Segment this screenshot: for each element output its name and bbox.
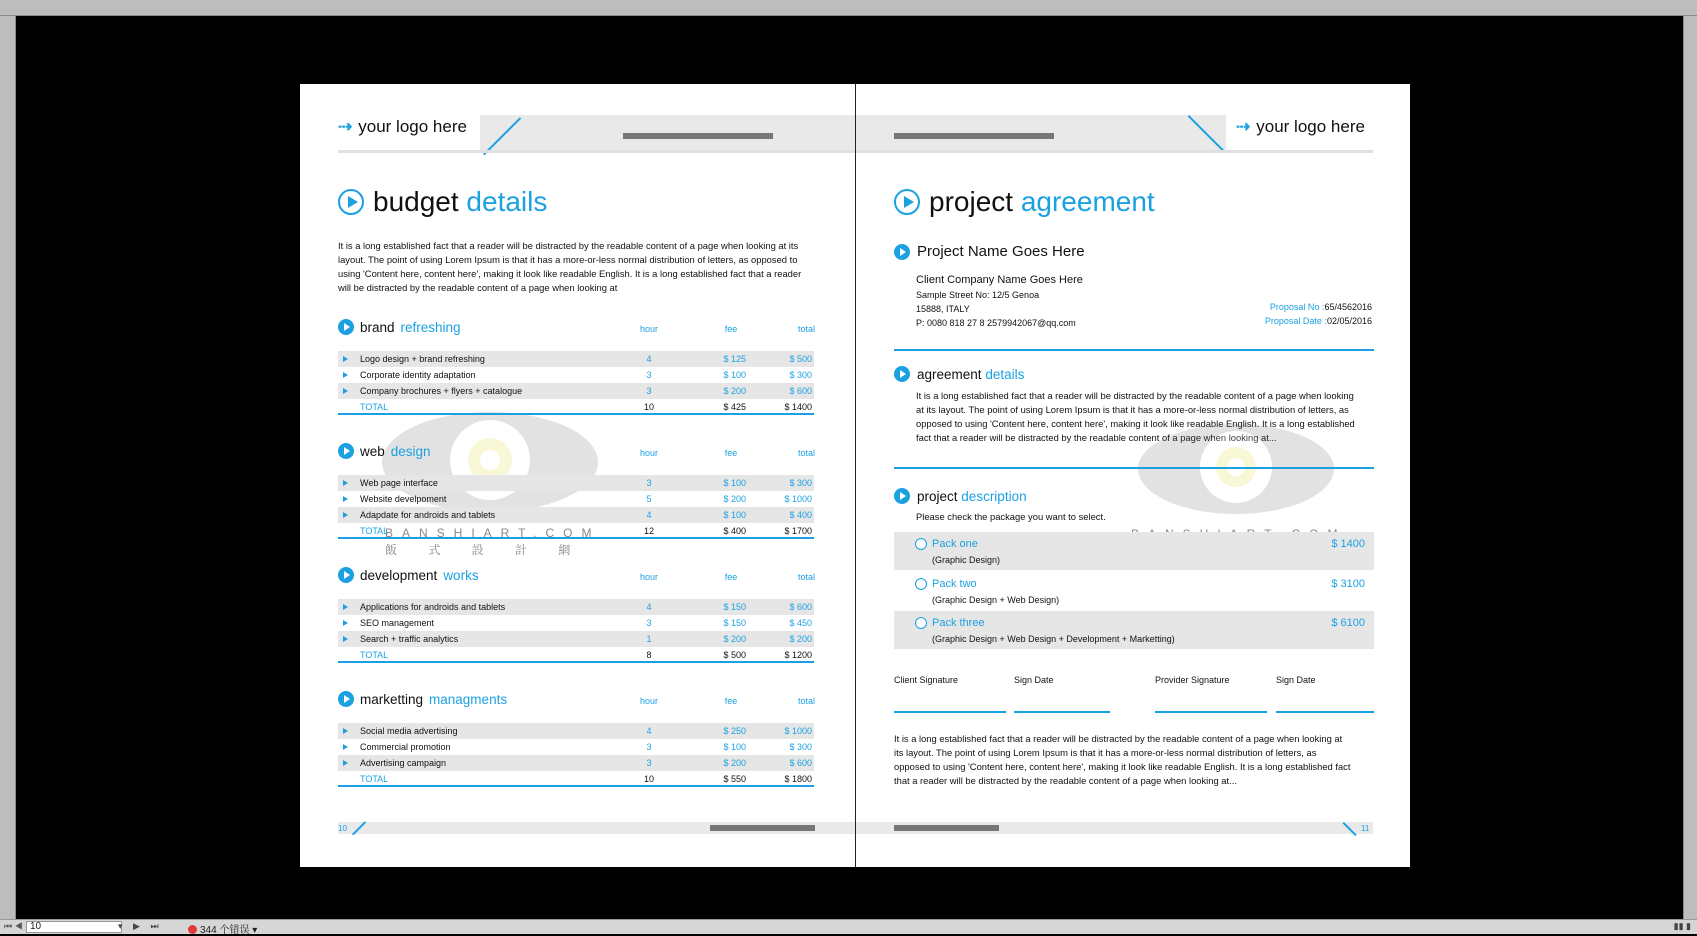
play-icon	[338, 443, 354, 459]
section-title: marketting	[360, 691, 424, 707]
section-title: development	[360, 567, 438, 583]
play-icon	[338, 319, 354, 335]
pasteboard-edge	[1683, 16, 1697, 919]
col-fee: fee	[724, 696, 738, 706]
col-fee: fee	[724, 324, 738, 334]
right-page	[855, 84, 1410, 867]
col-total: total	[797, 324, 815, 334]
play-icon	[338, 691, 354, 707]
vertical-ruler	[0, 16, 16, 919]
radio-button[interactable]	[915, 578, 927, 590]
client-address	[916, 272, 1083, 330]
client-city: 15888, ITALY	[916, 304, 970, 314]
section-title-accent: managments	[429, 691, 508, 707]
sign-date-line[interactable]	[1276, 711, 1374, 713]
proposal-info	[1265, 300, 1372, 328]
divider	[894, 349, 1374, 351]
first-prev-page-icon[interactable]: ⏮ ◀	[4, 921, 23, 931]
watermark-text: BANSHIART.COM	[385, 526, 601, 540]
page-title	[894, 186, 1155, 218]
logo-text: your logo here	[1256, 117, 1365, 136]
col-fee: fee	[724, 572, 738, 582]
logo	[338, 117, 467, 137]
description-hint: Please check the package you want to select.	[916, 511, 1106, 522]
footer-dark-bar	[710, 825, 815, 831]
play-icon	[894, 366, 910, 382]
page-number-field[interactable]: 10	[26, 921, 122, 933]
view-toggle-icon[interactable]: ▮▮ ▮	[1673, 921, 1691, 931]
table-row: SEO management 3 $ 150 $ 450	[338, 615, 814, 631]
proposal-no: 65/4562016	[1324, 302, 1372, 312]
provider-signature-line[interactable]	[1155, 711, 1267, 713]
preflight-errors[interactable]: 344 个错误 ▾	[188, 921, 257, 936]
play-icon	[894, 488, 910, 504]
pack-option[interactable]	[894, 611, 1374, 649]
table-row: Website develpoment 5 $ 200 $ 1000	[338, 491, 814, 507]
client-name: Client Company Name Goes Here	[916, 274, 1083, 286]
radio-button[interactable]	[915, 538, 927, 550]
agreement-paragraph: It is a long established fact that a reader will be distracted by the readable content of a page when looking at its layout. The point of using Lorem Ipsum is that it has a more-or-less normal distribution of letters, as opposed to using 'Content here, content here', making it look like readable English. It is a long established fact that a reader will be distracted by the readable content of a page when looking at...	[916, 390, 1355, 443]
total-row: TOTAL 10 $ 550 $ 1800	[338, 771, 814, 787]
pack-name: Pack two	[932, 578, 977, 590]
radio-button[interactable]	[915, 617, 927, 629]
budget-section-development	[338, 567, 815, 660]
header-dark-bar	[623, 133, 773, 139]
header-dark-bar	[894, 133, 1054, 139]
title-main: budget	[373, 186, 459, 217]
col-hour: hour	[639, 572, 658, 582]
table-row: Logo design + brand refreshing 4 $ 125 $ 500	[338, 351, 814, 367]
header-underline	[338, 150, 855, 153]
footer-dark-bar	[894, 825, 999, 831]
pack-option[interactable]	[894, 572, 1374, 610]
proposal-date: 02/05/2016	[1326, 316, 1372, 326]
page-title	[338, 186, 547, 218]
divider	[894, 467, 1374, 469]
logo-text: your logo here	[358, 117, 467, 136]
page-number: 10	[338, 824, 347, 833]
page-number: 11	[1361, 824, 1370, 833]
error-count: 344 个错误	[200, 925, 250, 936]
client-signature-label: Client Signature	[894, 675, 959, 685]
logo-arrows-icon: ⇢	[1236, 117, 1251, 136]
project-name	[894, 243, 1085, 260]
table-row: Web page interface 3 $ 100 $ 300	[338, 475, 814, 491]
total-row: TOTAL 10 $ 425 $ 1400	[338, 399, 814, 415]
table-row: Search + traffic analytics 1 $ 200 $ 200	[338, 631, 814, 647]
total-row: TOTAL 8 $ 500 $ 1200	[338, 647, 814, 663]
col-total: total	[797, 696, 815, 706]
table-row: Advertising campaign 3 $ 200 $ 600	[338, 755, 814, 771]
pack-option[interactable]	[894, 532, 1374, 570]
sign-date-line[interactable]	[1014, 711, 1110, 713]
pack-desc: (Graphic Design + Web Design)	[932, 595, 1060, 605]
closing-paragraph: It is a long established fact that a reader will be distracted by the readable content of a page when looking at its layout. The point of using Lorem Ipsum is that it has a more-or-less normal distribution of letters, as opposed to using 'Content here, content here', making it look like readable English. It is a long established fact that a reader will be distracted by the readable content of a page when looking at...	[894, 733, 1351, 786]
header-underline	[856, 150, 1373, 153]
status-bar	[0, 919, 1697, 934]
title-accent: agreement	[1020, 186, 1155, 217]
client-signature-line[interactable]	[894, 711, 1006, 713]
play-circle-icon	[894, 189, 920, 215]
pack-price: $ 1400	[1331, 538, 1365, 550]
client-street: Sample Street No: 12/5 Genoa	[916, 290, 1040, 300]
budget-section-marketting	[338, 691, 815, 784]
budget-section-brand	[338, 319, 815, 412]
watermark-cn: 飯 式 設 計 網	[385, 543, 585, 557]
client-contact: P: 0080 818 27 8 2579942067@qq.com	[916, 318, 1076, 328]
horizontal-ruler	[0, 0, 1697, 16]
table-row: Social media advertising 4 $ 250 $ 1000	[338, 723, 814, 739]
pack-price: $ 3100	[1331, 578, 1365, 590]
pack-name: Pack three	[932, 617, 985, 629]
table-row: Commercial promotion 3 $ 100 $ 300	[338, 739, 814, 755]
play-icon	[338, 567, 354, 583]
col-fee: fee	[724, 448, 738, 458]
pack-desc: (Graphic Design)	[932, 555, 1001, 565]
proposal-no-label: Proposal No :	[1269, 302, 1325, 312]
pack-desc: (Graphic Design + Web Design + Development + Marketting)	[932, 634, 1175, 644]
eye-watermark	[1136, 414, 1336, 524]
left-page	[300, 84, 855, 867]
col-hour: hour	[639, 324, 658, 334]
col-total: total	[797, 572, 815, 582]
pack-price: $ 6100	[1331, 617, 1365, 629]
provider-signature-label: Provider Signature	[1155, 675, 1230, 685]
sign-date-label: Sign Date	[1276, 675, 1316, 685]
section-title-accent: works	[443, 567, 479, 583]
col-hour: hour	[639, 696, 658, 706]
col-hour: hour	[639, 448, 658, 458]
title-main: project	[929, 186, 1014, 217]
section-title: brand	[360, 319, 395, 335]
project-description-title: project description	[894, 488, 1027, 504]
proposal-date-label: Proposal Date :	[1264, 316, 1327, 326]
logo	[1236, 117, 1365, 137]
section-title-accent: design	[390, 443, 431, 459]
pack-name: Pack one	[932, 538, 978, 550]
play-icon	[894, 244, 910, 260]
section-title: web	[360, 443, 385, 459]
table-row: Corporate identity adaptation 3 $ 100 $ 300	[338, 367, 814, 383]
next-last-page-icon[interactable]: ▾ ▶ ⏭	[118, 921, 163, 931]
logo-arrows-icon: ⇢	[338, 117, 353, 136]
table-row: Adapdate for androids and tablets 4 $ 100 $ 400	[338, 507, 814, 523]
sign-date-label: Sign Date	[1014, 675, 1054, 685]
agreement-details-title: agreement details	[894, 366, 1024, 382]
col-total: total	[797, 448, 815, 458]
play-circle-icon	[338, 189, 364, 215]
intro-paragraph: It is a long established fact that a reader will be distracted by the readable content of a page when looking at its layout. The point of using Lorem Ipsum is that it has a more-or-less normal distribution of letters, as opposed to using 'Content here, content here', making it look like readable English. It is a long established fact that a reader will be distracted by the readable content of a page when looking at	[338, 240, 802, 293]
project-name-text: Project Name Goes Here	[917, 243, 1085, 260]
total-row: TOTAL 12 $ 400 $ 1700	[338, 523, 814, 539]
error-dot-icon	[188, 925, 197, 934]
title-accent: details	[466, 186, 548, 217]
section-title-accent: refreshing	[400, 319, 461, 335]
table-row: Company brochures + flyers + catalogue 3 $ 200 $ 600	[338, 383, 814, 399]
table-row: Applications for androids and tablets 4 $ 150 $ 600	[338, 599, 814, 615]
